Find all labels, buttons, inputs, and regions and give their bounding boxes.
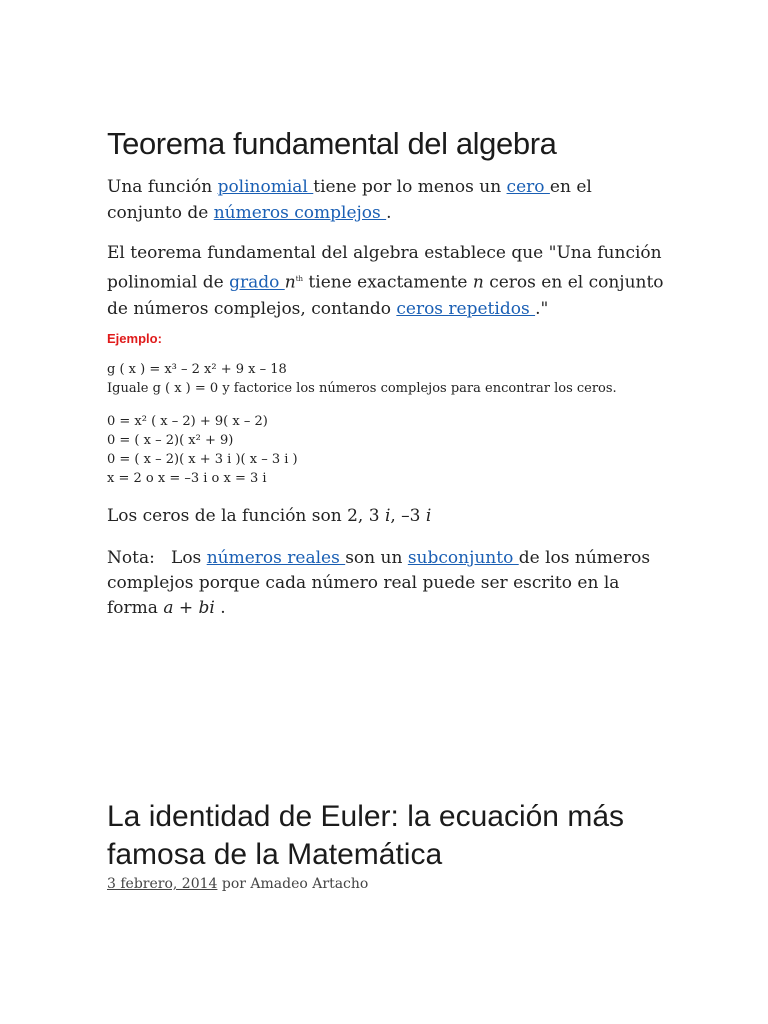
p1-text-3: en el conjunto de <box>107 177 592 223</box>
link-numeros-reales[interactable]: números reales <box>206 548 346 568</box>
example-line: g ( x ) = x³ – 2 x² + 9 x – 18 <box>107 362 287 377</box>
p2-text-2: tiene exactamente <box>303 272 473 293</box>
intro-paragraph <box>107 174 667 226</box>
step-line: x = 2 o x = –3 i o x = 3 i <box>107 471 267 486</box>
p2-text-1: El teorema fundamental del algebra establece que "Una función polinomial de <box>107 243 662 293</box>
second-article-title: La identidad de Euler: la ecuación más famosa de la Matemática <box>107 800 625 871</box>
link-ceros-repetidos[interactable]: ceros repetidos <box>396 298 536 319</box>
p1-text-1: Una función <box>107 177 218 197</box>
post-date-link[interactable]: 3 febrero, 2014 <box>107 876 218 892</box>
link-numeros-complejos[interactable]: números complejos <box>213 203 387 223</box>
step-line: 0 = x² ( x – 2) + 9( x – 2) <box>107 414 268 429</box>
th-superscript: th <box>295 275 304 283</box>
ejemplo-label: Ejemplo: <box>107 331 162 346</box>
imag-i-1: i <box>384 506 391 526</box>
nota-text-3: de los números complejos porque cada número real puede ser escrito en la forma <box>107 548 651 618</box>
nota-paragraph <box>107 546 667 621</box>
p1-text-2: tiene por lo menos un <box>313 177 507 197</box>
steps-block <box>107 412 298 488</box>
zeros-mid: , –3 <box>390 506 426 526</box>
step-line: 0 = ( x – 2)( x + 3 i )( x – 3 i ) <box>107 452 298 467</box>
link-grado[interactable]: grado <box>229 272 285 293</box>
nota-text-4: . <box>214 598 226 618</box>
example-block <box>107 360 617 398</box>
formula-a-bi: a + bi <box>163 598 215 618</box>
example-line: Iguale g ( x ) = 0 y factorice los números complejos para encontrar los ceros. <box>107 381 617 396</box>
nota-label: Nota: <box>107 548 155 568</box>
p2-text-4: ." <box>535 298 549 319</box>
nota-text-2: son un <box>345 548 408 568</box>
author-text: por Amadeo Artacho <box>217 876 369 892</box>
link-subconjunto[interactable]: subconjunto <box>407 548 519 568</box>
zeros-sentence <box>107 506 431 526</box>
n-variable-2: n <box>472 272 484 293</box>
n-variable: n <box>284 272 296 293</box>
zeros-text: Los ceros de la función son 2, 3 <box>107 506 385 526</box>
p1-text-4: . <box>386 203 392 223</box>
theorem-paragraph <box>107 240 667 322</box>
step-line: 0 = ( x – 2)( x² + 9) <box>107 433 234 448</box>
article-title: Teorema fundamental del algebra <box>107 126 557 161</box>
p2-text-3: ceros en el conjunto de números complejos, contando <box>107 272 664 319</box>
nota-text-1: Los <box>154 548 207 568</box>
imag-i-2: i <box>425 506 432 526</box>
link-polinomial[interactable]: polinomial <box>217 177 314 197</box>
byline <box>107 876 368 892</box>
link-cero[interactable]: cero <box>506 177 550 197</box>
